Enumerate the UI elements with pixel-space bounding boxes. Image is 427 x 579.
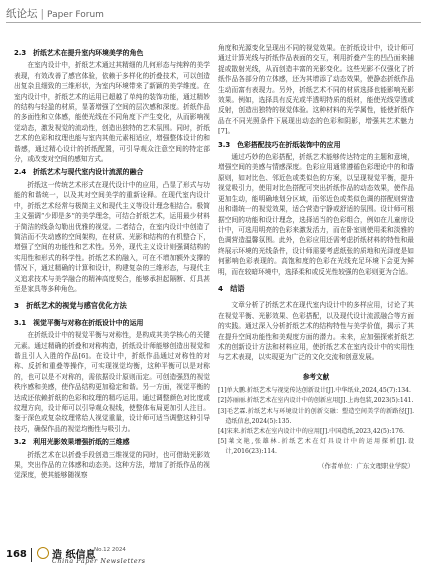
section-brand <box>6 6 104 21</box>
section-2-3-heading: 2.3 折纸艺术在提升室内环境美学的角色 <box>14 49 144 57</box>
journal-logo-icon <box>37 547 49 559</box>
footer-divider <box>31 548 32 562</box>
page-footer <box>6 546 306 566</box>
header-separator: | <box>40 8 45 20</box>
section-2-4-paragraph: 折纸这一传统艺术形式在现代设计中的应用，凸显了形式与功能的和谐统一，以及其对空间美学的重新诠释。在现代室内设计中，折纸艺术经常与极简主义和现代主义等设计理念相结合。极简主义强调“少即是多”的美学理念，可结合折纸艺术，运用最少材料于简洁的线条勾勒出优雅的视觉。二者结合，在室内设计中创造了简洁而不失动感的空间架构，在材质、光影和结构的有机整合下，增强了空间的功能性和艺术性。另外，现代主义设计则强调结构的实用性和形式的科学性。折纸艺术的融入，可在不增加额外支撑的情况下，通过精确的计算和设计，构建复杂的三维形态，与现代主义追求技术与美学融合的精神高度契合，能够承担起隔断、灯具甚至是家具等多种角色。 <box>14 180 210 293</box>
section-3-3-paragraph: 通过巧妙的色彩搭配，折纸艺术能够传达特定的主题和意境，增强空间的美感与情感深度。色彩应用通常遵循色彩理论中的和谐原则，如对比色、邻近色或类似色的方案，以呈现视觉平衡，提升视觉吸引力，使用对比色搭配可突出折纸作品的动态效果，使作品更加生动，能明确地划分区域，而邻近色或类似色调的搭配则营造出和谐统一的视觉效果，适合营造宁静或舒适的氛围。设计师可根据空间的功能和设计理念，选择适当的色彩组合，例如在儿童房设计中，可选用明亮的色彩来激发活力，而在卧室则使用柔和淡雅的色调营造温馨氛围。此外，色彩应用还需考虑折纸材料的特性和最终展示环境的光线条件，设计师需要考虑纸张的质地和光泽度是如何影响色彩表现的。高饱和度的色彩在光线充足环境下会更为鲜明，而在较暗环境中，选择柔和或反光性较强的色彩则更为合适。 <box>218 153 414 276</box>
header-rule <box>6 22 421 23</box>
page-number: 168 <box>6 549 27 560</box>
section-4-heading: 4 结语 <box>218 283 245 293</box>
references-heading: 参考文献 <box>302 372 330 381</box>
section-3-1-heading: 3.1 视觉平衡与对称在折纸设计中的运用 <box>14 318 144 327</box>
section-3-heading: 3 折纸艺术的视觉与感官优化方法 <box>14 301 127 311</box>
section-3-2-heading: 3.2 利用光影效果增强折纸的三维感 <box>14 438 130 447</box>
right-column <box>218 43 414 471</box>
journal-name-cn: 造 纸信息 <box>52 550 96 561</box>
reference-item: [5]莱文艳,张雄林.折纸艺术在灯具设计中的运用探析[J].设计,2016(23):114. <box>218 438 414 456</box>
author-affiliation: （作者单位：广东文理职业学院） <box>318 461 414 470</box>
section-name-cn: 纸论坛 <box>6 8 38 20</box>
reference-item: [4]宋来.折纸艺术在室内设计中的应用[J].中国造纸,2023,42(5):176. <box>218 428 405 435</box>
section-3-1-paragraph: 在折纸设计中的视觉平衡与对称性，是构成其美学核心的关键元素。通过精确的折叠和对称构造，折纸设计师能够创造出视觉和谐且引人入胜的作品[6]。在设计中，折纸作品通过对称性的对称、反折和重叠等操作，可实现视觉均衡，这种平衡可以是对称的，也可以是不对称的，需依据设计原则而定。可创造强烈的视觉秩序感和美感，使作品结构更加稳定和谐。另一方面，视觉平衡的达成还依赖折纸的色彩和纹理的精巧运用。通过调整颜色对比度或纹理方向，设计师可以引导观众视线，使整体布局更加引人注目。鉴于深色或复杂纹理常给人视觉重量，设计师可适当调整这种引导技巧，确保作品的视觉均衡性与吸引力。 <box>14 331 210 433</box>
section-2-4-heading: 2.4 折纸艺术与现代室内设计流派的融合 <box>14 168 144 177</box>
reference-item: [1]单大鹏.折纸艺术与视觉传达创新设计[J].中华纸业,2024,45(7):134. <box>218 387 411 395</box>
section-name-en: Paper Forum <box>47 10 104 20</box>
reference-item: [2]苏丽丽.折纸艺术在室内设计中的创新应用[J].上海包装,2023(5):141. <box>218 397 414 405</box>
section-3-3-heading: 3.3 色彩搭配技巧在折纸装饰中的应用 <box>218 140 341 149</box>
page-header <box>6 6 419 22</box>
section-2-3-paragraph: 在室内设计中，折纸艺术通过其精细的几何形态与纯粹的美学表现，有效改善了感官体验，依赖于多样化的折叠技术，可以创造出复杂且细致的三维形状，为室内环境带来了新颖的美学维度。在室内设计中，折纸艺术的运用已超越了单纯的装饰功能，通过精妙的结构与轻盈的材质，显著增强了空间的层次感和深度。折纸作品的多面性和立体感，能使光线在不同角度下产生变化，从而影响视觉动态，激发视觉的流动性，创造出独特的艺术氛围。同时，折纸艺术的色彩和纹理也能与室内其他元素相适应，增强整体设计的和谐感，通过精心设计的折纸配置，可引导观众注意空间的特定部分，或改变对空间的感知方式。 <box>14 61 210 164</box>
left-column <box>14 46 210 481</box>
continued-paragraph: 角度和光源变化呈现出不同的视觉效果。在折纸设计中，设计师可通过计算光线与折纸作品表面的交互，利用折叠产生的凹凸面来捕捉或散射光线，从而创造丰富的光影变化。这些光影不仅强化了折纸作品各部分的立体感，还为其增添了动态效果，使静态折纸作品生动而富有表现力。另外，折纸艺术不同的材质选择也能影响光影效果。例如，选择具有反光或半透明特质的纸材，能使光线穿透或反射，创造出独特的视觉体验。这种材料的光学属性，能使折纸作品在不同光照条件下展现出动态的色彩和阴影，增强其艺术魅力[7]。 <box>218 44 414 136</box>
reference-item: [3]毛艺霖.折纸艺术与环境设计的创新交融：塑造空间美学的新路径[J].造纸信息,2024(5):135. <box>218 407 414 425</box>
issue-number: No.12 2024 <box>94 547 126 553</box>
journal-name-en: China Paper Newsletters <box>52 558 146 565</box>
section-3-2-paragraph: 折纸艺术在以折叠手段创造三维视觉的同时，也可借助光影效果，突出作品的立体感和动态美。这种方法，增加了折纸作品的视觉深度，使其能够随视察 <box>14 450 210 480</box>
conclusion-paragraph: 文章分析了折纸艺术在现代室内设计中的多样应用，讨论了其在视觉平衡、光影效果、色彩搭配，以及现代设计流派融合等方面的实践。通过深入分析折纸艺术的结构特性与美学价值，揭示了其在提升空间功能性和美观度方面的潜力。未来，应加强探索折纸艺术的创新设计方法和材料应用，使折纸艺术在室内设计中的实用性与艺术表现，以实现更为广泛的文化交流和创意发展。 <box>218 301 414 362</box>
